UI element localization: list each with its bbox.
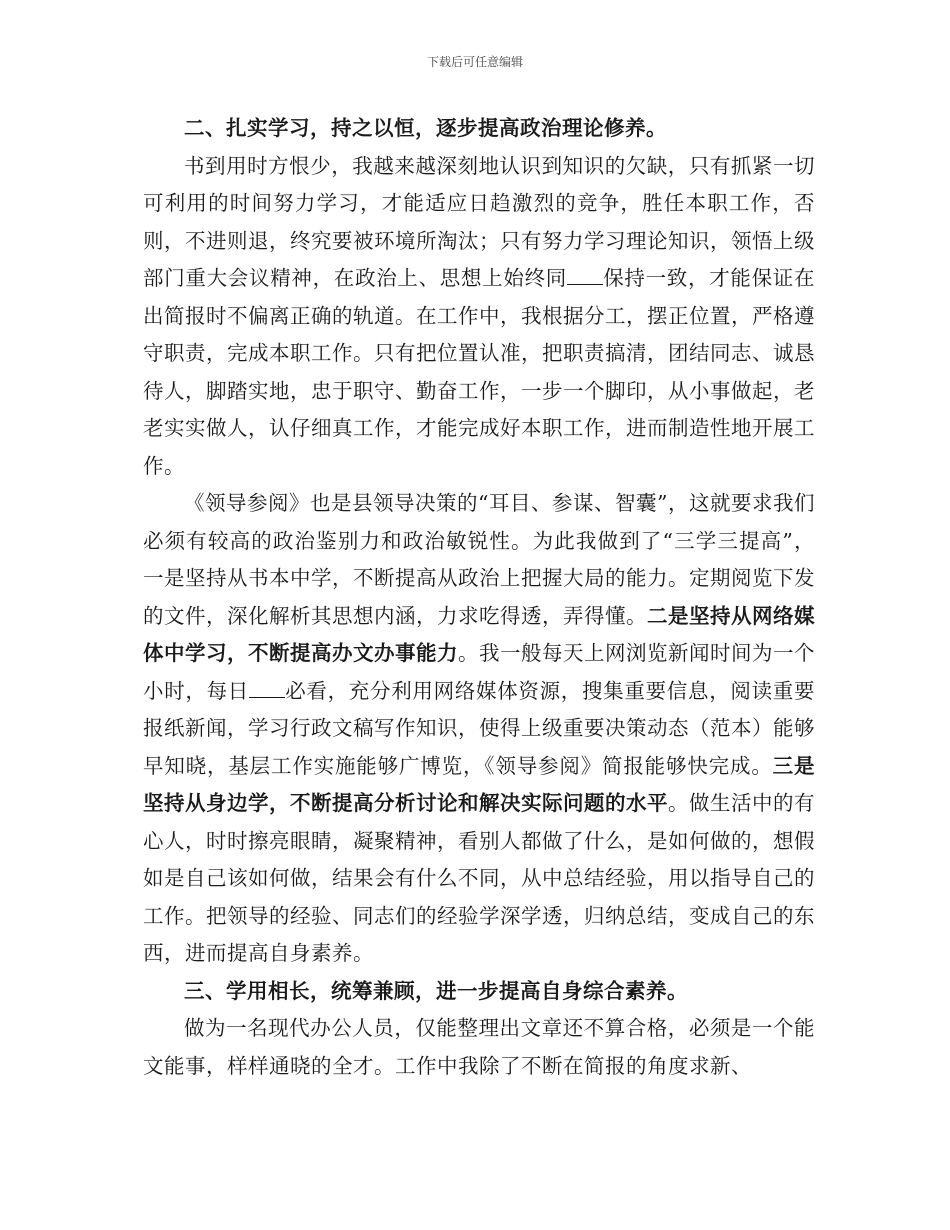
paragraph-2-bold-2: 三是坚持从身边学，不断提高分析讨论和解决实际问题的水平 xyxy=(143,753,816,815)
paragraph-2-text-d: 。做生活中的有心人，时时擦亮眼睛，凝聚精神，看别人都做了什么，是如何做的，想假如是自己该如何做，结果会有什么不同，从中总结经验，用以指导自己的工作。把领导的经验、同志们的经验学深学透，归纳总结，变成自己的东西，进而提高自身素养。 xyxy=(143,791,815,965)
paragraph-1 xyxy=(143,148,815,486)
paragraph-2-text-c: 必看，充分利用网络媒体资源，搜集重要信息，阅读重要报纸新闻，学习行政文稿写作知识，使得上级重要决策动态（范本）能够早知晓，基层工作实施能够广博览，《领导参阅》简报能够快完成。 xyxy=(143,678,815,778)
paragraph-2-bold-1: 二是坚持从网络媒体中学习，不断提高办文办事能力 xyxy=(143,603,815,665)
blank-line xyxy=(567,283,603,285)
document-body xyxy=(143,110,815,1085)
blank-line xyxy=(249,696,285,698)
page-header-note: 下载后可任意编辑 xyxy=(426,55,523,69)
section-heading-3: 三、学用相长，统筹兼顾，进一步提高自身综合素养。 xyxy=(184,978,688,1003)
paragraph-1-text-b: 保持一致，才能保证在出简报时不偏离正确的轨道。在工作中，我根据分工，摆正位置，严格遵守职责，完成本职工作。只有把位置认准，把职责搞清，团结同志、诚恳待人，脚踏实地，忠于职守、勤奋工作，一步一个脚印，从小事做起，老老实实做人，认仔细真工作，才能完成好本职工作，进而制造性地开展工作。 xyxy=(143,266,815,478)
paragraph-2-text-b: 。我一般每天上网浏览新闻时间为一个小时，每日 xyxy=(143,641,815,703)
paragraph-2-text-a: 《领导参阅》也是县领导决策的“耳目、参谋、智囊”，这就要求我们必须有较高的政治鉴别力和政治敏锐性。为此我做到了“三学三提高”，一是坚持从书本中学，不断提高从政治上把握大局的能力。定期阅览下发的文件，深化解析其思想内涵，力求吃得透，弄得懂。 xyxy=(143,491,815,628)
paragraph-3: 做为一名现代办公人员，仅能整理出文章还不算合格，必须是一个能文能事，样样通晓的全才。工作中我除了不断在简报的角度求新、 xyxy=(143,1016,815,1078)
paragraph-1-text-a: 书到用时方恨少，我越来越深刻地认识到知识的欠缺，只有抓紧一切可利用的时间努力学习，才能适应日趋激烈的竞争，胜任本职工作，否则，不进则退，终究要被环境所淘汰；只有努力学习理论知识，领悟上级部门重大会议精神，在政治上、思想上始终同 xyxy=(143,153,815,290)
paragraph-2 xyxy=(143,485,815,973)
section-heading-2: 二、扎实学习，持之以恒，逐步提高政治理论修养。 xyxy=(184,116,667,140)
